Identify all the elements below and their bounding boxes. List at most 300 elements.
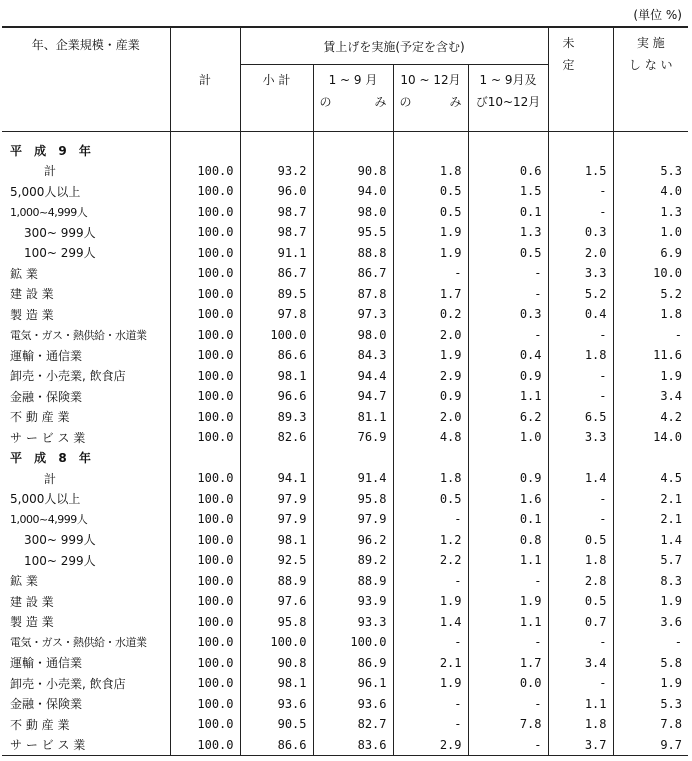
spacer-cell [240,132,313,141]
value-cell: 1.3 [468,222,548,243]
empty-cell [548,140,613,161]
table-row [2,735,688,756]
value-cell: 1.1 [468,550,548,571]
value-cell: 3.3 [548,263,613,284]
value-cell: 95.8 [313,489,393,510]
value-cell: 96.1 [313,673,393,694]
value-cell: 89.2 [313,550,393,571]
value-cell: 100.0 [170,427,240,448]
value-cell: 100.0 [170,161,240,182]
value-cell: 2.9 [393,366,468,387]
table-row [2,571,688,592]
value-cell: 1.9 [393,591,468,612]
value-cell: - [613,325,688,346]
value-cell: 97.9 [313,509,393,530]
row-label: 1,000~4,999人 [10,513,88,527]
value-cell: 88.9 [240,571,313,592]
value-cell: 91.4 [313,468,393,489]
table-row [2,468,688,489]
row-label: 電気・ガス・熱供給・水道業 [10,328,147,342]
value-cell: - [393,632,468,653]
table-row [2,284,688,305]
value-cell: 3.4 [613,386,688,407]
empty-cell [170,448,240,469]
value-cell: - [548,673,613,694]
value-cell: 86.9 [313,653,393,674]
value-cell: - [393,509,468,530]
row-label: 100~ 299人 [24,553,96,568]
value-cell: 94.1 [240,468,313,489]
value-cell: 100.0 [170,284,240,305]
value-cell: 90.8 [313,161,393,182]
header-jan-sep-only [313,65,393,132]
value-cell: 98.0 [313,202,393,223]
value-cell: 2.0 [393,325,468,346]
empty-cell [393,140,468,161]
value-cell: 2.1 [393,653,468,674]
header-not-implemented-line2: し な い [628,58,673,72]
empty-cell [393,448,468,469]
spacer-cell [613,132,688,141]
value-cell: 0.6 [468,161,548,182]
row-label: 計 [44,164,57,179]
value-cell: 97.9 [240,509,313,530]
spacer-cell [393,132,468,141]
value-cell: 1.2 [393,530,468,551]
header-both-line1: 1 ~ 9月及 [479,73,537,87]
value-cell: 7.8 [613,714,688,735]
header-jan-sep-mi: み [374,95,387,109]
row-label: 運輸・通信業 [10,656,83,671]
value-cell: 100.0 [170,181,240,202]
value-cell: 1.6 [468,489,548,510]
value-cell: 1.9 [613,591,688,612]
value-cell: 1.8 [393,161,468,182]
table-row [2,407,688,428]
value-cell: 2.1 [613,509,688,530]
value-cell: 1.0 [468,427,548,448]
value-cell: 1.1 [468,612,548,633]
table-row [2,550,688,571]
value-cell: 4.5 [613,468,688,489]
value-cell: 2.2 [393,550,468,571]
value-cell: 84.3 [313,345,393,366]
empty-cell [240,448,313,469]
value-cell: - [548,509,613,530]
value-cell: 100.0 [170,632,240,653]
value-cell: 2.9 [393,735,468,756]
value-cell: 100.0 [170,345,240,366]
value-cell: 6.2 [468,407,548,428]
table-row [2,386,688,407]
value-cell: 6.5 [548,407,613,428]
value-cell: - [468,571,548,592]
value-cell: 98.0 [313,325,393,346]
empty-cell [240,140,313,161]
value-cell: 98.1 [240,673,313,694]
value-cell: 0.1 [468,509,548,530]
value-cell: - [468,325,548,346]
value-cell: 100.0 [313,632,393,653]
value-cell: 0.5 [468,243,548,264]
value-cell: 98.7 [240,222,313,243]
row-label: 運輸・通信業 [10,348,83,363]
value-cell: 1.9 [613,366,688,387]
table-row [2,181,688,202]
empty-cell [468,448,548,469]
value-cell: 4.8 [393,427,468,448]
value-cell: 86.7 [313,263,393,284]
value-cell: - [548,386,613,407]
value-cell: 86.7 [240,263,313,284]
value-cell: 100.0 [170,509,240,530]
row-label: 5,000人以上 [10,492,81,507]
value-cell: - [548,632,613,653]
value-cell: 1.3 [613,202,688,223]
value-cell: 0.5 [393,202,468,223]
value-cell: 89.3 [240,407,313,428]
value-cell: - [468,735,548,756]
value-cell: 100.0 [240,325,313,346]
row-label: サ ー ビ ス 業 [10,430,86,445]
value-cell: 100.0 [170,386,240,407]
row-label: 5,000人以上 [10,184,81,199]
table-row [2,161,688,182]
row-label: 1,000~4,999人 [10,205,88,219]
header-oct-dec-mi: み [449,95,462,109]
value-cell: 95.5 [313,222,393,243]
row-label: 鉱 業 [10,266,38,281]
value-cell: 98.1 [240,530,313,551]
value-cell: - [468,263,548,284]
row-label: 100~ 299人 [24,246,96,261]
empty-cell [548,448,613,469]
header-oct-dec-no: の [399,95,412,109]
value-cell: 3.7 [548,735,613,756]
row-label: 鉱 業 [10,574,38,589]
value-cell: 87.8 [313,284,393,305]
value-cell: - [468,694,548,715]
value-cell: 100.0 [170,263,240,284]
value-cell: 97.6 [240,591,313,612]
value-cell: - [548,489,613,510]
value-cell: 0.9 [468,468,548,489]
value-cell: - [468,632,548,653]
value-cell: - [548,325,613,346]
value-cell: 0.2 [393,304,468,325]
value-cell: 88.9 [313,571,393,592]
value-cell: 0.0 [468,673,548,694]
value-cell: 97.9 [240,489,313,510]
spacer-cell [548,132,613,141]
year-row [2,448,688,469]
value-cell: 10.0 [613,263,688,284]
value-cell: 1.5 [468,181,548,202]
wage-increase-table [2,26,688,756]
value-cell: 1.4 [393,612,468,633]
value-cell: 3.6 [613,612,688,633]
value-cell: 5.3 [613,694,688,715]
value-cell: 93.9 [313,591,393,612]
header-subtotal: 小 計 [240,65,313,132]
empty-cell [613,448,688,469]
value-cell: 5.2 [613,284,688,305]
value-cell: 100.0 [170,407,240,428]
header-undecided: 未 定 [548,27,613,132]
spacer-cell [468,132,548,141]
value-cell: 100.0 [170,304,240,325]
value-cell: 76.9 [313,427,393,448]
value-cell: - [393,694,468,715]
value-cell: 1.9 [393,345,468,366]
value-cell: - [393,714,468,735]
value-cell: 0.3 [548,222,613,243]
value-cell: 91.1 [240,243,313,264]
header-oct-dec-line1: 10 ~ 12月 [400,73,461,87]
value-cell: 100.0 [170,202,240,223]
value-cell: 1.1 [468,386,548,407]
value-cell: 6.9 [613,243,688,264]
header-both-line2: び10~12月 [475,95,541,109]
value-cell: 100.0 [170,489,240,510]
value-cell: 1.8 [548,345,613,366]
value-cell: 0.4 [548,304,613,325]
row-label: 金融・保険業 [10,697,83,712]
value-cell: 9.7 [613,735,688,756]
value-cell: 3.4 [548,653,613,674]
row-label: 卸売・小売業, 飲食店 [10,676,126,691]
value-cell: 100.0 [170,673,240,694]
value-cell: - [393,263,468,284]
value-cell: - [393,571,468,592]
value-cell: 2.0 [548,243,613,264]
value-cell: 1.0 [613,222,688,243]
value-cell: 1.9 [393,673,468,694]
table-row [2,530,688,551]
value-cell: 1.9 [393,243,468,264]
value-cell: 95.8 [240,612,313,633]
value-cell: - [548,202,613,223]
table-header [2,27,688,132]
value-cell: 100.0 [170,530,240,551]
value-cell: 94.4 [313,366,393,387]
value-cell: 98.1 [240,366,313,387]
value-cell: 88.8 [313,243,393,264]
value-cell: 97.8 [240,304,313,325]
value-cell: - [613,632,688,653]
header-stub: 年、企業規模・産業 [2,27,170,132]
value-cell: 14.0 [613,427,688,448]
year-label: 平 成 9 年 [10,143,95,158]
table-row [2,489,688,510]
value-cell: 100.0 [170,571,240,592]
value-cell: 5.8 [613,653,688,674]
value-cell: 100.0 [170,714,240,735]
value-cell: 86.6 [240,735,313,756]
table-row [2,509,688,530]
year-row [2,140,688,161]
row-label: 卸売・小売業, 飲食店 [10,369,126,384]
value-cell: 1.7 [393,284,468,305]
value-cell: 100.0 [170,591,240,612]
value-cell: 4.2 [613,407,688,428]
value-cell: 1.9 [468,591,548,612]
table-row [2,632,688,653]
value-cell: 83.6 [313,735,393,756]
value-cell: 1.4 [548,468,613,489]
value-cell: 94.7 [313,386,393,407]
table-body [2,132,688,756]
empty-cell [170,140,240,161]
value-cell: 100.0 [170,612,240,633]
value-cell: 0.5 [393,489,468,510]
row-label: 建 設 業 [10,287,54,302]
unit-label: (単位 %) [633,8,682,22]
header-not-implemented [613,27,688,132]
value-cell: 5.3 [613,161,688,182]
table-row [2,202,688,223]
row-label: 計 [44,471,57,486]
value-cell: 86.6 [240,345,313,366]
header-group-implemented: 賃上げを実施(予定を含む) [240,27,548,65]
value-cell: 0.1 [468,202,548,223]
row-label: サ ー ビ ス 業 [2,735,170,756]
value-cell: 1.1 [548,694,613,715]
value-cell: 97.3 [313,304,393,325]
value-cell: 100.0 [170,550,240,571]
row-label: 300~ 999人 [24,533,96,548]
value-cell: 0.4 [468,345,548,366]
value-cell: 93.2 [240,161,313,182]
row-label: 製 造 業 [10,615,54,630]
value-cell: 98.7 [240,202,313,223]
table-row [2,222,688,243]
value-cell: 94.0 [313,181,393,202]
value-cell: 1.9 [613,673,688,694]
row-label: 建 設 業 [10,594,54,609]
value-cell: 1.4 [613,530,688,551]
row-label: 金融・保険業 [10,389,83,404]
value-cell: 100.0 [170,243,240,264]
value-cell: 0.5 [393,181,468,202]
value-cell: 93.3 [313,612,393,633]
table-row [2,694,688,715]
row-label: 製 造 業 [10,307,54,322]
value-cell: 82.6 [240,427,313,448]
row-label: 不 動 産 業 [10,410,70,425]
header-not-implemented-line1: 実 施 [636,36,665,50]
value-cell: 3.3 [548,427,613,448]
value-cell: 82.7 [313,714,393,735]
value-cell: 7.8 [468,714,548,735]
value-cell: 2.8 [548,571,613,592]
value-cell: 2.1 [613,489,688,510]
value-cell: - [548,181,613,202]
table-row [2,673,688,694]
table-row [2,325,688,346]
header-total: 計 [170,27,240,132]
row-label: 電気・ガス・熱供給・水道業 [10,636,147,650]
table-row [2,243,688,264]
value-cell: 5.7 [613,550,688,571]
value-cell: 96.6 [240,386,313,407]
value-cell: 90.5 [240,714,313,735]
table-row [2,714,688,735]
value-cell: 8.3 [613,571,688,592]
value-cell: 2.0 [393,407,468,428]
value-cell: 81.1 [313,407,393,428]
row-label: 300~ 999人 [24,225,96,240]
table-row [2,591,688,612]
spacer-row [2,132,688,141]
table-row [2,653,688,674]
value-cell: 93.6 [240,694,313,715]
value-cell: - [548,366,613,387]
empty-cell [313,140,393,161]
spacer-cell [313,132,393,141]
value-cell: 5.2 [548,284,613,305]
table-row [2,304,688,325]
value-cell: 96.0 [240,181,313,202]
value-cell: 100.0 [170,222,240,243]
value-cell: 96.2 [313,530,393,551]
value-cell: 1.9 [393,222,468,243]
value-cell: 100.0 [170,325,240,346]
value-cell: 1.8 [393,468,468,489]
value-cell: 100.0 [170,735,240,756]
value-cell: 100.0 [170,653,240,674]
year-label: 平 成 8 年 [10,451,95,466]
value-cell: 4.0 [613,181,688,202]
value-cell: 0.5 [548,530,613,551]
value-cell: 0.7 [548,612,613,633]
value-cell: 92.5 [240,550,313,571]
empty-cell [613,140,688,161]
value-cell: 100.0 [170,694,240,715]
table-row [2,427,688,448]
value-cell: 0.5 [548,591,613,612]
value-cell: 100.0 [170,366,240,387]
empty-cell [468,140,548,161]
value-cell: 0.9 [468,366,548,387]
spacer-cell [170,132,240,141]
value-cell: 1.8 [548,714,613,735]
table-row [2,263,688,284]
table-row [2,366,688,387]
header-oct-dec-only [393,65,468,132]
value-cell: 90.8 [240,653,313,674]
value-cell: 100.0 [240,632,313,653]
value-cell: 0.8 [468,530,548,551]
header-both-periods [468,65,548,132]
value-cell: 100.0 [170,468,240,489]
value-cell: 0.9 [393,386,468,407]
table-row [2,612,688,633]
value-cell: - [468,284,548,305]
value-cell: 11.6 [613,345,688,366]
header-jan-sep-no: の [319,95,332,109]
header-jan-sep-line1: 1 ~ 9 月 [328,73,378,87]
empty-cell [313,448,393,469]
table-row [2,345,688,366]
value-cell: 93.6 [313,694,393,715]
spacer-cell [2,132,170,141]
value-cell: 1.7 [468,653,548,674]
value-cell: 1.8 [548,550,613,571]
value-cell: 1.8 [613,304,688,325]
value-cell: 1.5 [548,161,613,182]
value-cell: 0.3 [468,304,548,325]
